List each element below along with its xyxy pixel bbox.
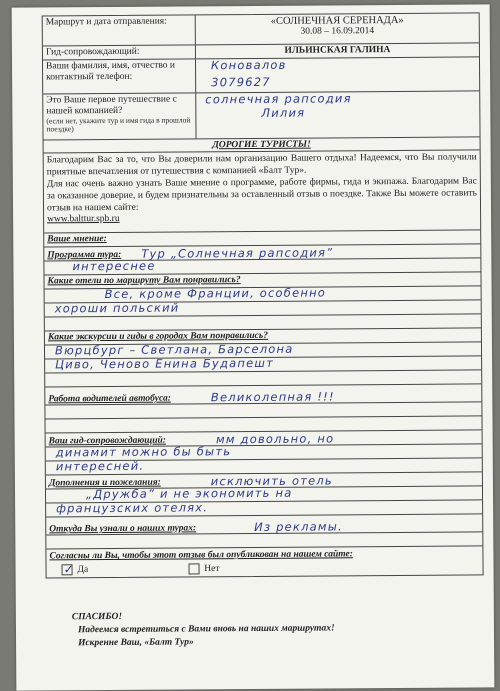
program-question: Программа тура: xyxy=(47,250,122,261)
source-answer[interactable]: Из рекламы. xyxy=(254,519,343,534)
extra-answer-2[interactable]: „Дружба” и не экономить на xyxy=(85,485,293,502)
intro-title: ДОРОГИЕ ТУРИСТЫ! xyxy=(44,137,480,153)
intro-para-2: Для нас очень важно узнать Ваше мнение о программе, работе фирмы, гида и экипажа. Благодарим Вас за оказанное доверие, и будем признательны за оставленный отзыв о поездке. Также Вы можете оставить отзыв на нашем сайте: xyxy=(46,176,477,213)
route-row xyxy=(43,13,479,46)
guide-label: Гид-сопровождающий: xyxy=(43,45,196,59)
excursions-answer-1[interactable]: Вюрцбург – Светлана, Барселона xyxy=(54,341,294,358)
drivers-question: Работа водителей автобуса: xyxy=(48,393,171,405)
thanks-block xyxy=(72,609,335,649)
hotels-answer-2[interactable]: хороши польский xyxy=(54,300,180,316)
guide-feedback-answer-3[interactable]: интересней. xyxy=(55,459,145,474)
name-row xyxy=(43,57,479,94)
first-trip-label: Это Ваше первое путешествие с нашей компанией? xyxy=(46,94,177,117)
no-checkbox[interactable] xyxy=(188,564,199,575)
consent-no-option[interactable] xyxy=(188,563,219,574)
feedback-form xyxy=(42,12,484,578)
hotels-answer-1[interactable]: Все, кроме Франции, особенно xyxy=(104,285,327,302)
no-label: Нет xyxy=(204,564,220,575)
yes-checkbox[interactable] xyxy=(62,562,74,577)
check-icon: ✓ xyxy=(63,562,74,577)
first-trip-value-1[interactable]: солнечная рапсодия xyxy=(205,91,352,107)
guide-name: ИЛЬИНСКАЯ ГАЛИНА xyxy=(284,45,391,56)
first-trip-row xyxy=(43,91,479,140)
route-label: Маршрут и дата отправления: xyxy=(43,15,196,45)
site-link[interactable]: www.balttur.spb.ru xyxy=(47,214,120,225)
guide-feedback-question: Ваш гид-сопровождающий: xyxy=(48,435,166,447)
consent-yes-option[interactable] xyxy=(62,564,89,575)
source-question: Откуда Вы узнали о наших турах: xyxy=(49,523,197,535)
phone-value[interactable]: 3079627 xyxy=(211,74,271,89)
consent-block xyxy=(46,547,482,578)
first-trip-value-2[interactable]: Лилия xyxy=(261,105,306,120)
first-trip-note: (если нет, укажите тур и имя гида в прошлой поездке) xyxy=(46,115,191,134)
sign-text: Искренне Ваш, «Балт Тур» xyxy=(78,637,194,648)
excursions-answer-2[interactable]: Циво, Ченово Енина Будапешт xyxy=(55,356,275,372)
extra-answer-1[interactable]: исключить отель xyxy=(210,473,333,489)
program-answer-1[interactable]: Тур „Солнечная рапсодия” xyxy=(141,245,334,261)
opinion-label: Ваше мнение: xyxy=(47,234,107,245)
intro-block xyxy=(44,137,481,233)
name-label: Ваши фамилия, имя, отчество и контактный телефон: xyxy=(43,59,196,93)
tour-dates: 30.08 – 16.09.2014 xyxy=(300,26,375,37)
extra-answer-3[interactable]: французских отелях. xyxy=(56,500,209,516)
guide-feedback-answer-1[interactable]: мм довольно, но xyxy=(215,431,335,447)
excursions-question: Какие экскурсии и гиды в городах Вам понравились? xyxy=(47,331,269,343)
consent-question: Согласны ли Вы, чтобы этот отзыв был опубликован на нашем сайте: xyxy=(49,549,353,562)
feedback-form-sheet xyxy=(12,4,495,690)
hotels-question: Какие отели по маршруту Вам понравились? xyxy=(47,275,241,287)
intro-para-1: Благодарим Вас за то, что Вы доверили нам организацию Вашего отдыха! Надеемся, что Вы получили приятные впечатления от путешествия с компанией «Балт Тур». xyxy=(46,152,477,178)
drivers-answer[interactable]: Великолепная !!! xyxy=(210,389,335,405)
tour-name: «СОЛНЕЧНАЯ СЕРЕНАДА» xyxy=(270,14,404,27)
program-answer-2[interactable]: интереснее xyxy=(72,258,156,274)
yes-label: Да xyxy=(77,565,89,576)
guide-feedback-answer-2[interactable]: динамит можно бы быть xyxy=(55,444,232,460)
thanks-text: СПАСИБО! xyxy=(71,611,123,623)
name-value[interactable]: Коновалов xyxy=(210,57,287,73)
hope-text: Надеемся встретиться с Вами вновь на наших маршрутах! xyxy=(77,623,335,636)
extra-question: Дополнения и пожелания: xyxy=(48,477,161,489)
